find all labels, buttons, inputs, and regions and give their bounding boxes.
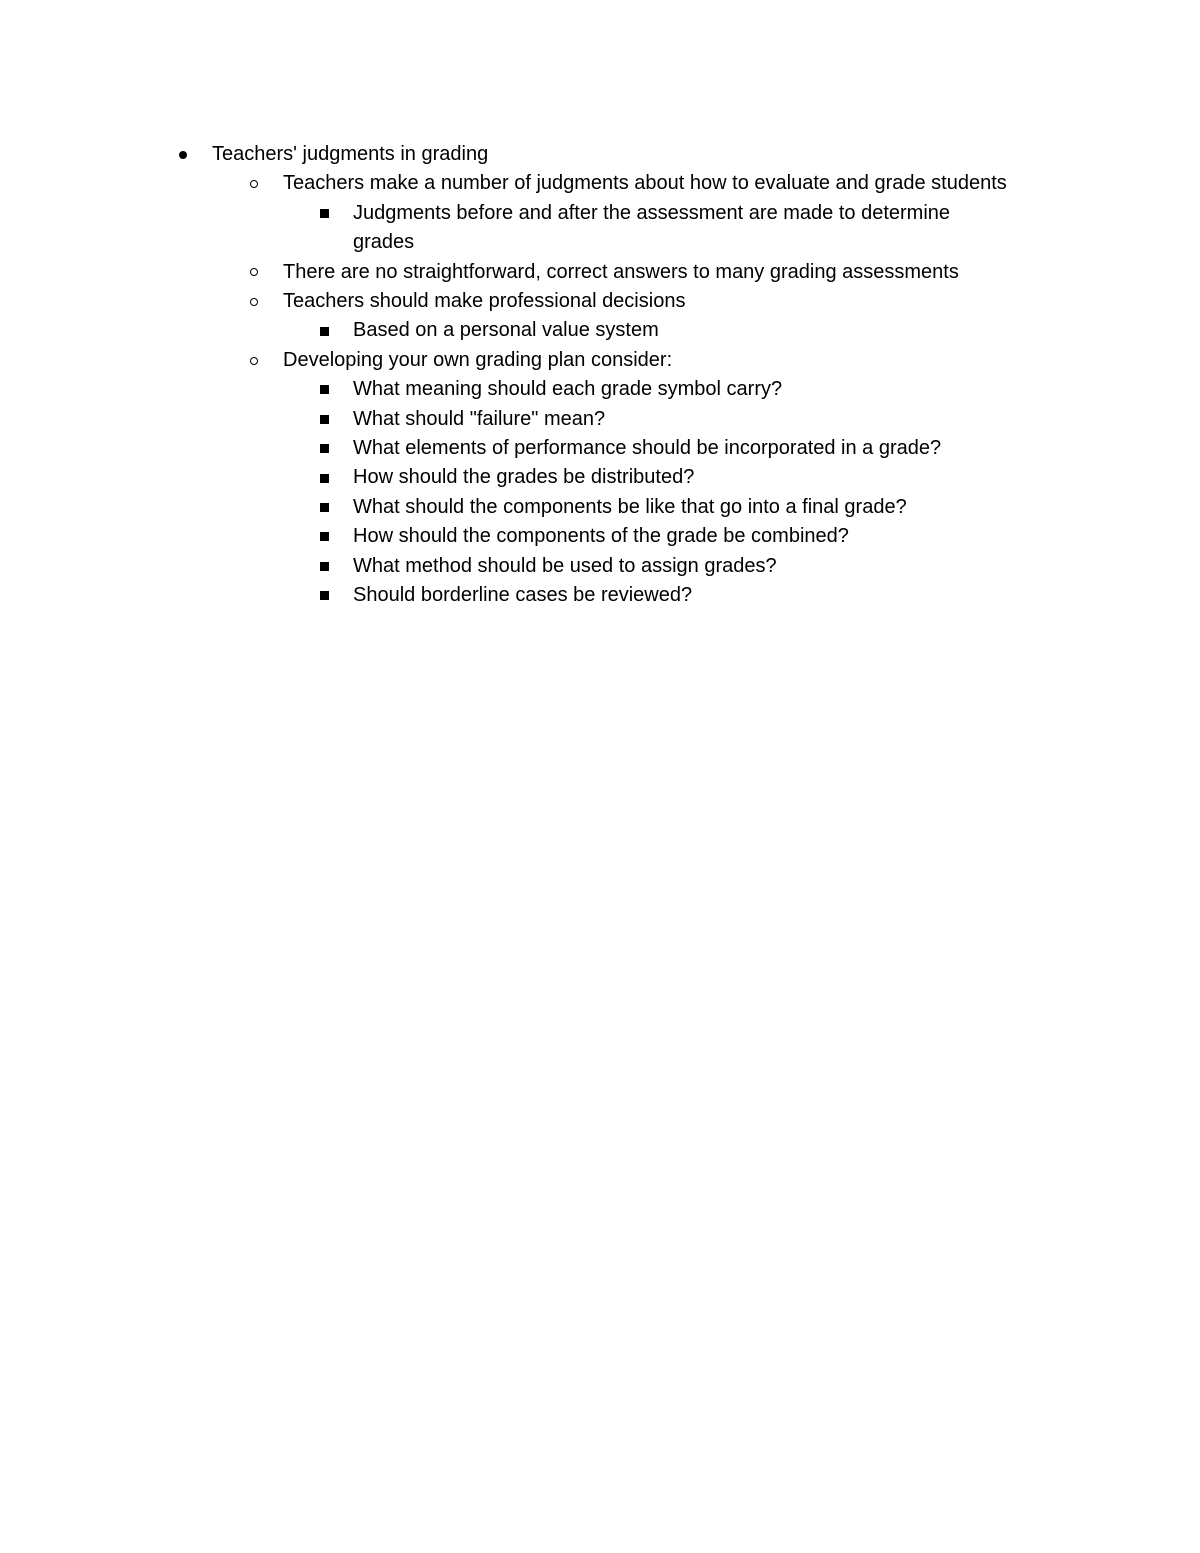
outline-item-level-3 [0, 552, 1013, 581]
outline-item-level-1 [0, 140, 1012, 169]
filled-square-bullet-icon [315, 581, 333, 610]
outline-item-level-3 [0, 581, 1013, 610]
hollow-circle-bullet-icon [245, 346, 263, 375]
filled-circle-bullet-icon [174, 140, 192, 169]
hollow-circle-bullet-icon [245, 287, 263, 316]
outline-item-level-3 [0, 493, 1013, 522]
outline-item-text: Based on a personal value system [353, 319, 659, 342]
outline-item-level-3 [0, 434, 1013, 463]
outline-item-text: What should "failure" mean? [353, 407, 606, 430]
outline-item-text: How should the components of the grade be combined? [353, 525, 849, 548]
outline-item-text: Developing your own grading plan consider: [283, 348, 673, 371]
outline-item-level-3 [0, 463, 1013, 492]
outline-item-text: There are no straightforward, correct answers to many grading assessments [283, 260, 959, 283]
outline-item-text: What should the components be like that go into a final grade? [353, 495, 907, 518]
outline-item-text: Teachers should make professional decisions [283, 290, 686, 313]
outline-item-text: Teachers make a number of judgments about how to evaluate and grade students [283, 172, 1007, 195]
outline-item-level-3 [0, 375, 1013, 404]
outline-item-level-2 [0, 346, 1013, 375]
filled-square-bullet-icon [315, 375, 333, 404]
outline-item-level-2 [0, 258, 1013, 287]
outline-item-level-2 [0, 287, 1013, 316]
filled-square-bullet-icon [315, 522, 333, 551]
filled-square-bullet-icon [315, 405, 333, 434]
outline-item-text: Teachers' judgments in grading [212, 143, 489, 165]
outline-item-text: What method should be used to assign grades? [353, 554, 777, 577]
hollow-circle-bullet-icon [245, 258, 263, 287]
hollow-circle-bullet-icon [245, 169, 263, 198]
filled-square-bullet-icon [315, 199, 333, 228]
outline-item-level-2 [0, 169, 1013, 198]
filled-square-bullet-icon [315, 434, 333, 463]
outline-item-level-3 [0, 405, 1013, 434]
filled-square-bullet-icon [315, 316, 333, 345]
outline-item-level-3 [0, 316, 1013, 345]
outline-item-text: Judgments before and after the assessment are made to determine grades [353, 201, 951, 254]
outline-item-text: What elements of performance should be incorporated in a grade? [353, 437, 942, 460]
bulleted-outline [0, 140, 1200, 611]
filled-square-bullet-icon [315, 463, 333, 492]
filled-square-bullet-icon [315, 552, 333, 581]
outline-item-text: What meaning should each grade symbol carry? [353, 378, 783, 401]
outline-item-text: Should borderline cases be reviewed? [353, 584, 693, 607]
outline-item-text: How should the grades be distributed? [353, 466, 695, 489]
filled-square-bullet-icon [315, 493, 333, 522]
outline-item-level-3 [0, 199, 1013, 258]
outline-item-level-3 [0, 522, 1013, 551]
